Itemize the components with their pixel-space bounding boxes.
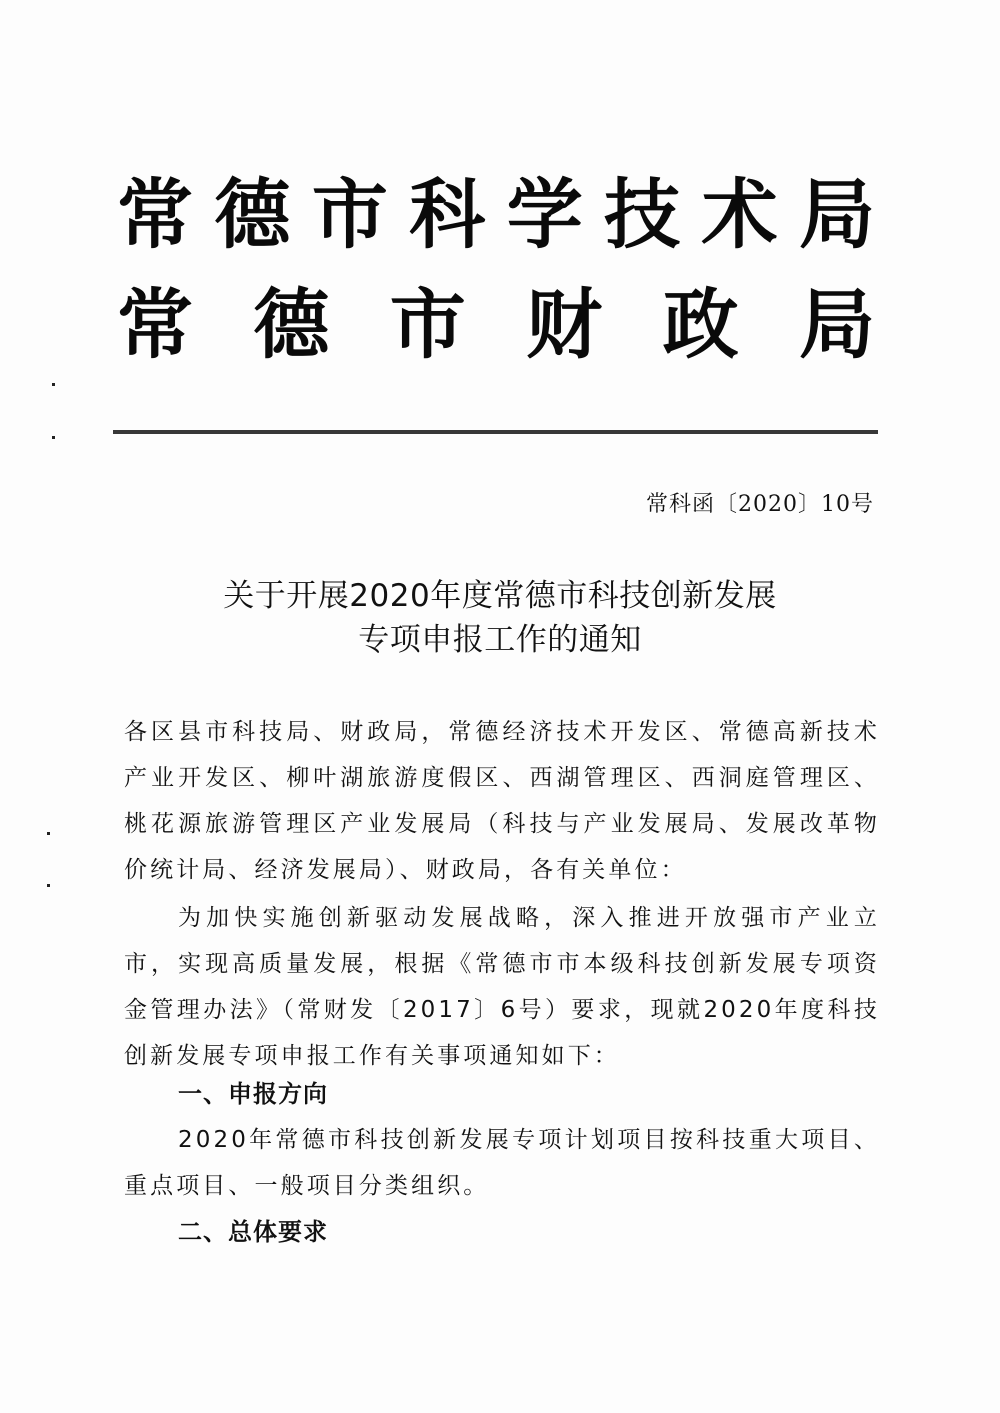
intro-paragraph: 为加快实施创新驱动发展战略，深入推进开放强市产业立市，实现高质量发展，根据《常德市市本级科技创新发展专项资金管理办法》（常财发〔2017〕6号）要求，现就2020年度科技创新发展专项申报工作有关事项通知如下：: [124, 905, 880, 1069]
document-number: 常科函〔2020〕10号: [646, 492, 874, 517]
section-1-body: 2020年常德市科技创新发展专项计划项目按科技重大项目、重点项目、一般项目分类组织。: [124, 1127, 880, 1199]
scan-speck: [52, 383, 55, 386]
letterhead-char: 学: [506, 170, 583, 259]
scan-speck: [52, 436, 55, 439]
letterhead-char: 德: [253, 280, 330, 369]
scan-speck: [47, 884, 50, 887]
letterhead-char: 技: [604, 170, 681, 259]
letterhead-char: 市: [389, 280, 466, 369]
letterhead-char: 财: [526, 280, 603, 369]
letterhead-char: 局: [798, 170, 875, 259]
letterhead-science-bureau: [115, 170, 877, 260]
letterhead-char: 政: [662, 280, 739, 369]
letterhead-char: 德: [214, 170, 291, 259]
letterhead-char: 局: [798, 280, 875, 369]
letterhead-char: 市: [311, 170, 388, 259]
letterhead-finance-bureau: [115, 280, 877, 370]
document-title-line-2: 专项申报工作的通知: [358, 622, 642, 658]
section-heading-2: 二、总体要求: [178, 1218, 328, 1246]
addressee-paragraph: 各区县市科技局、财政局，常德经济技术开发区、常德高新技术产业开发区、柳叶湖旅游度假区、西湖管理区、西洞庭管理区、桃花源旅游管理区产业发展局（科技与产业发展局、发展改革物价统计局、经济发展局）、财政局，各有关单位：: [124, 719, 880, 883]
letterhead-char: 术: [701, 170, 778, 259]
section-heading-1: 一、申报方向: [178, 1080, 328, 1108]
letterhead-divider: [113, 430, 878, 434]
letterhead-char: 常: [117, 170, 193, 259]
document-title-line-1: 关于开展2020年度常德市科技创新发展: [223, 578, 777, 614]
letterhead-char: 常: [117, 280, 193, 369]
letterhead-char: 科: [409, 170, 486, 259]
scan-speck: [47, 832, 50, 835]
